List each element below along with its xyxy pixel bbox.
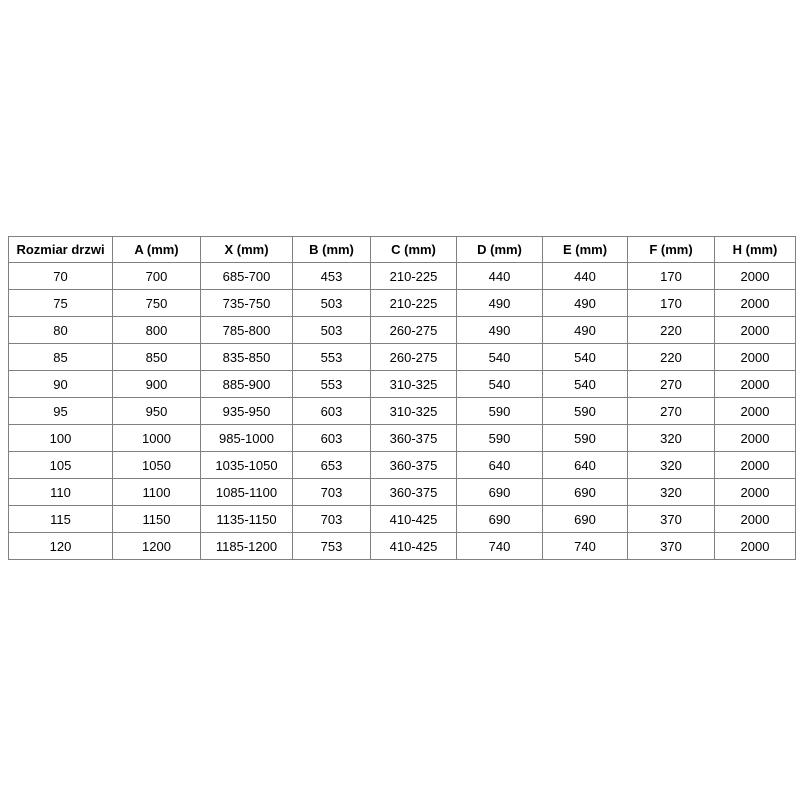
table-cell: 750 — [113, 290, 201, 317]
table-cell: 2000 — [715, 263, 796, 290]
table-cell: 590 — [543, 398, 628, 425]
table-cell: 735-750 — [201, 290, 293, 317]
column-header: F (mm) — [628, 237, 715, 263]
table-cell: 850 — [113, 344, 201, 371]
table-cell: 1085-1100 — [201, 479, 293, 506]
table-cell: 490 — [457, 290, 543, 317]
table-cell: 690 — [457, 479, 543, 506]
table-cell: 690 — [457, 506, 543, 533]
table-cell: 2000 — [715, 317, 796, 344]
table-cell: 1050 — [113, 452, 201, 479]
table-cell: 540 — [543, 371, 628, 398]
table-cell: 740 — [457, 533, 543, 560]
table-row — [9, 479, 796, 506]
table-cell: 490 — [543, 290, 628, 317]
table-header — [9, 237, 796, 263]
table-cell: 260-275 — [371, 344, 457, 371]
column-header: B (mm) — [293, 237, 371, 263]
table-cell: 90 — [9, 371, 113, 398]
table-row — [9, 452, 796, 479]
table-cell: 115 — [9, 506, 113, 533]
table-cell: 935-950 — [201, 398, 293, 425]
table-row — [9, 290, 796, 317]
table-cell: 700 — [113, 263, 201, 290]
table-cell: 210-225 — [371, 263, 457, 290]
table-cell: 640 — [543, 452, 628, 479]
table-cell: 2000 — [715, 371, 796, 398]
table-cell: 80 — [9, 317, 113, 344]
table-cell: 1185-1200 — [201, 533, 293, 560]
column-header: X (mm) — [201, 237, 293, 263]
table-cell: 603 — [293, 425, 371, 452]
table-body — [9, 263, 796, 560]
table-cell: 703 — [293, 479, 371, 506]
table-cell: 370 — [628, 533, 715, 560]
table-cell: 503 — [293, 317, 371, 344]
table-cell: 410-425 — [371, 506, 457, 533]
table-cell: 1135-1150 — [201, 506, 293, 533]
table-cell: 100 — [9, 425, 113, 452]
table-cell: 440 — [457, 263, 543, 290]
table-cell: 210-225 — [371, 290, 457, 317]
table-cell: 2000 — [715, 533, 796, 560]
table-cell: 885-900 — [201, 371, 293, 398]
table-row — [9, 425, 796, 452]
table-cell: 220 — [628, 344, 715, 371]
table-cell: 1200 — [113, 533, 201, 560]
table-cell: 553 — [293, 371, 371, 398]
column-header: C (mm) — [371, 237, 457, 263]
table-cell: 1000 — [113, 425, 201, 452]
table-cell: 360-375 — [371, 425, 457, 452]
table-cell: 2000 — [715, 479, 796, 506]
table-cell: 985-1000 — [201, 425, 293, 452]
column-header: A (mm) — [113, 237, 201, 263]
table-cell: 220 — [628, 317, 715, 344]
table-cell: 490 — [543, 317, 628, 344]
table-cell: 835-850 — [201, 344, 293, 371]
table-cell: 260-275 — [371, 317, 457, 344]
table-cell: 2000 — [715, 398, 796, 425]
table-cell: 270 — [628, 371, 715, 398]
table-cell: 540 — [543, 344, 628, 371]
table-cell: 170 — [628, 290, 715, 317]
table-row — [9, 533, 796, 560]
table-cell: 320 — [628, 425, 715, 452]
table-cell: 170 — [628, 263, 715, 290]
table-cell: 320 — [628, 479, 715, 506]
table-cell: 590 — [543, 425, 628, 452]
table-cell: 653 — [293, 452, 371, 479]
table-cell: 753 — [293, 533, 371, 560]
table-row — [9, 398, 796, 425]
table-row — [9, 263, 796, 290]
header-row — [9, 237, 796, 263]
table-cell: 120 — [9, 533, 113, 560]
table-row — [9, 506, 796, 533]
table-cell: 2000 — [715, 506, 796, 533]
table-cell: 900 — [113, 371, 201, 398]
table-cell: 320 — [628, 452, 715, 479]
table-cell: 85 — [9, 344, 113, 371]
table-cell: 1150 — [113, 506, 201, 533]
table-cell: 640 — [457, 452, 543, 479]
table-cell: 703 — [293, 506, 371, 533]
table-cell: 453 — [293, 263, 371, 290]
table-cell: 540 — [457, 344, 543, 371]
table-cell: 310-325 — [371, 371, 457, 398]
table-cell: 740 — [543, 533, 628, 560]
table-cell: 503 — [293, 290, 371, 317]
column-header: E (mm) — [543, 237, 628, 263]
table-cell: 105 — [9, 452, 113, 479]
table-cell: 2000 — [715, 425, 796, 452]
table-cell: 310-325 — [371, 398, 457, 425]
table-cell: 800 — [113, 317, 201, 344]
table-cell: 95 — [9, 398, 113, 425]
table-cell: 950 — [113, 398, 201, 425]
table-row — [9, 371, 796, 398]
table-cell: 685-700 — [201, 263, 293, 290]
table-cell: 1100 — [113, 479, 201, 506]
table-cell: 370 — [628, 506, 715, 533]
table-row — [9, 344, 796, 371]
table-wrapper — [8, 236, 795, 560]
table-cell: 490 — [457, 317, 543, 344]
table-cell: 70 — [9, 263, 113, 290]
table-cell: 2000 — [715, 344, 796, 371]
table-cell: 590 — [457, 398, 543, 425]
table-cell: 553 — [293, 344, 371, 371]
column-header: Rozmiar drzwi — [9, 237, 113, 263]
table-cell: 785-800 — [201, 317, 293, 344]
table-cell: 270 — [628, 398, 715, 425]
column-header: H (mm) — [715, 237, 796, 263]
table-cell: 110 — [9, 479, 113, 506]
table-cell: 1035-1050 — [201, 452, 293, 479]
table-cell: 2000 — [715, 290, 796, 317]
column-header: D (mm) — [457, 237, 543, 263]
door-dimensions-table — [8, 236, 796, 560]
table-cell: 590 — [457, 425, 543, 452]
table-row — [9, 317, 796, 344]
table-cell: 75 — [9, 290, 113, 317]
table-cell: 440 — [543, 263, 628, 290]
table-cell: 360-375 — [371, 452, 457, 479]
table-cell: 410-425 — [371, 533, 457, 560]
table-cell: 540 — [457, 371, 543, 398]
table-cell: 690 — [543, 506, 628, 533]
table-cell: 2000 — [715, 452, 796, 479]
table-cell: 690 — [543, 479, 628, 506]
table-cell: 360-375 — [371, 479, 457, 506]
table-cell: 603 — [293, 398, 371, 425]
